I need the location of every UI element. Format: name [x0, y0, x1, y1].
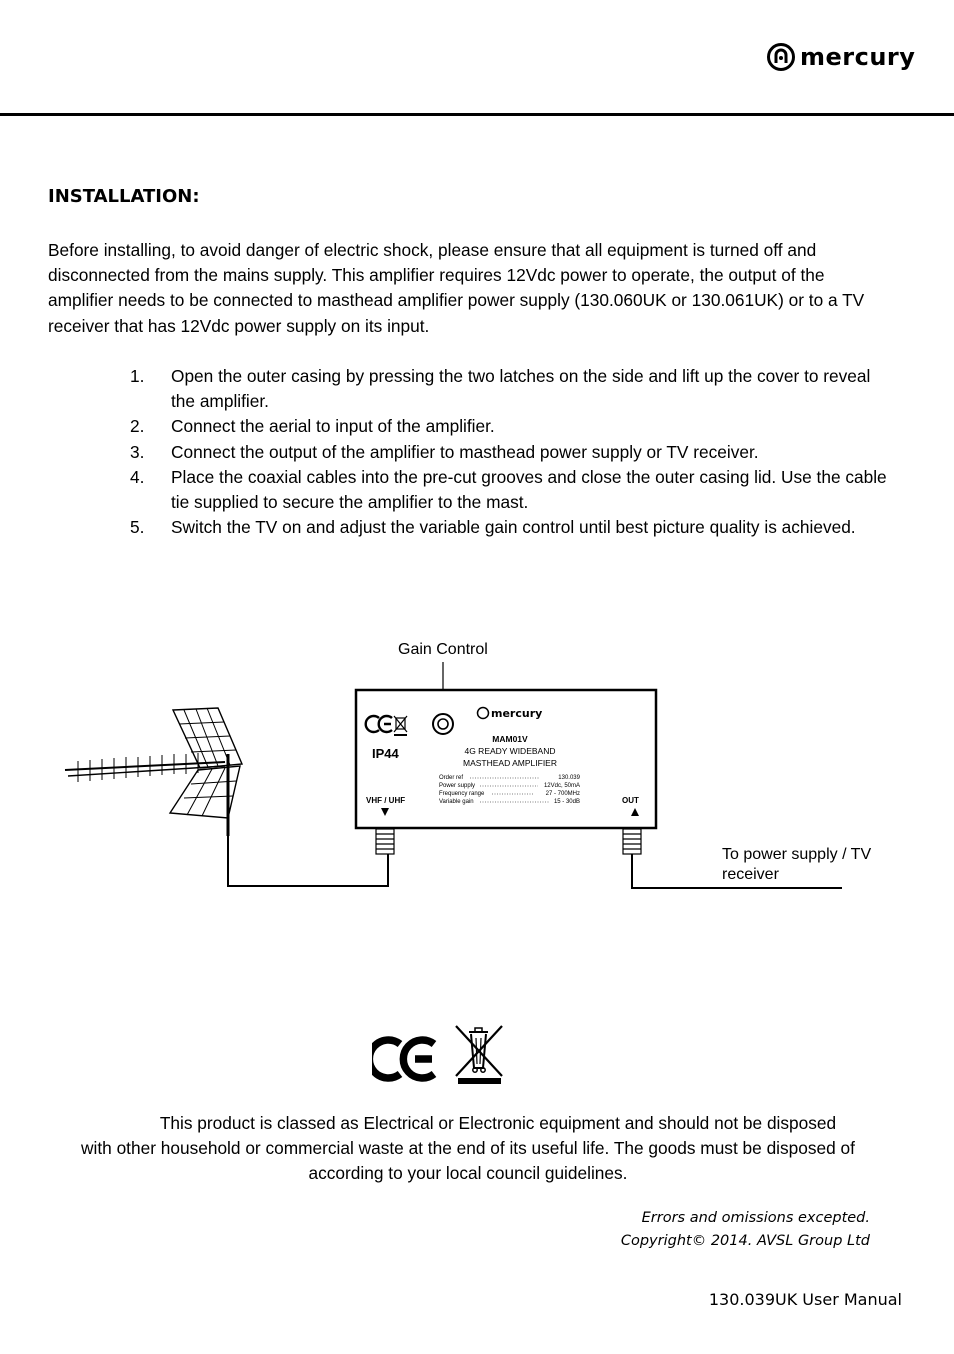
gain-control-label: Gain Control — [398, 641, 488, 658]
step-item — [130, 465, 890, 515]
amp-brand-name: mercury — [491, 707, 543, 720]
spec-label: Power supply — [439, 783, 476, 789]
brand-logo — [766, 40, 916, 74]
step-item — [130, 414, 890, 439]
intro-paragraph: Before installing, to avoid danger of electric shock, please ensure that all equipment is turned off and disconnected from the mains supply. This amplifier requires 12Vdc power to operate, the output of the amplifier needs to be connected to masthead amplifier power supply (130.060UK or 130.061UK) or to a TV receiver that has 12Vdc power supply on its input. — [48, 240, 865, 336]
output-destination-line2: receiver — [722, 866, 779, 883]
installation-steps — [130, 364, 890, 540]
output-connector-icon — [623, 829, 641, 854]
step-text: Switch the TV on and adjust the variable gain control until best picture quality is achieved. — [171, 517, 856, 538]
disposal-line: with other household or commercial waste at the end of its useful life. The goods must be disposed of — [81, 1138, 855, 1158]
spec-value: 12Vdc, 50mA — [543, 783, 580, 789]
step-text: Connect the aerial to input of the amplifier. — [171, 416, 495, 437]
spec-label: Order ref — [439, 775, 464, 781]
header-divider — [0, 113, 954, 116]
output-destination-line1: To power supply / TV — [722, 846, 872, 863]
step-text: Open the outer casing by pressing the two latches on the side and lift up the cover to reveal the amplifier. — [171, 366, 871, 412]
section-heading: INSTALLATION: — [48, 186, 200, 207]
ip-rating: IP44 — [372, 746, 399, 761]
amp-title-line1: 4G READY WIDEBAND — [464, 746, 556, 756]
errors-notice: Errors and omissions excepted. — [641, 1210, 870, 1226]
disposal-line: according to your local council guidelines. — [308, 1163, 628, 1183]
spec-label: Frequency range — [439, 791, 485, 797]
model-number: MAM01V — [492, 734, 528, 744]
step-number: 5. — [130, 517, 145, 538]
gain-control-knob-icon — [433, 714, 453, 734]
step-text: Connect the output of the amplifier to masthead power supply or TV receiver. — [171, 441, 759, 462]
amp-title-line2: MASTHEAD AMPLIFIER — [463, 758, 557, 768]
spec-value: 27 - 700MHz — [545, 791, 580, 797]
step-text: Place the coaxial cables into the pre-cut grooves and close the outer casing lid. Use the cable tie supplied to secure the amplifier to the mast. — [171, 466, 887, 513]
step-number: 2. — [130, 416, 145, 437]
copyright-notice: Copyright© 2014. AVSL Group Ltd — [620, 1233, 870, 1249]
step-item — [130, 440, 890, 465]
input-cable — [228, 836, 388, 886]
step-number: 3. — [130, 441, 145, 462]
input-label: VHF / UHF — [366, 796, 406, 805]
input-connector-icon — [376, 829, 394, 854]
spec-label: Variable gain — [439, 799, 474, 805]
disposal-notice — [48, 1111, 888, 1186]
mercury-logo-icon — [766, 42, 796, 72]
compliance-marks — [372, 1022, 512, 1090]
antenna-icon — [65, 708, 242, 836]
step-number: 4. — [130, 466, 145, 487]
disposal-line: This product is classed as Electrical or Electronic equipment and should not be disposed — [159, 1113, 837, 1133]
step-item — [130, 364, 890, 414]
spec-value: 130.039 — [558, 775, 580, 781]
installation-diagram — [60, 636, 900, 896]
step-item — [130, 515, 890, 540]
brand-name: mercury — [800, 43, 916, 71]
weee-bin-icon — [456, 1026, 502, 1084]
page-footer: 130.039UK User Manual — [708, 1290, 902, 1309]
spec-value: 15 - 30dB — [553, 799, 580, 805]
step-number: 1. — [130, 366, 145, 386]
output-label: OUT — [622, 796, 639, 805]
ce-mark-icon — [372, 1040, 434, 1078]
